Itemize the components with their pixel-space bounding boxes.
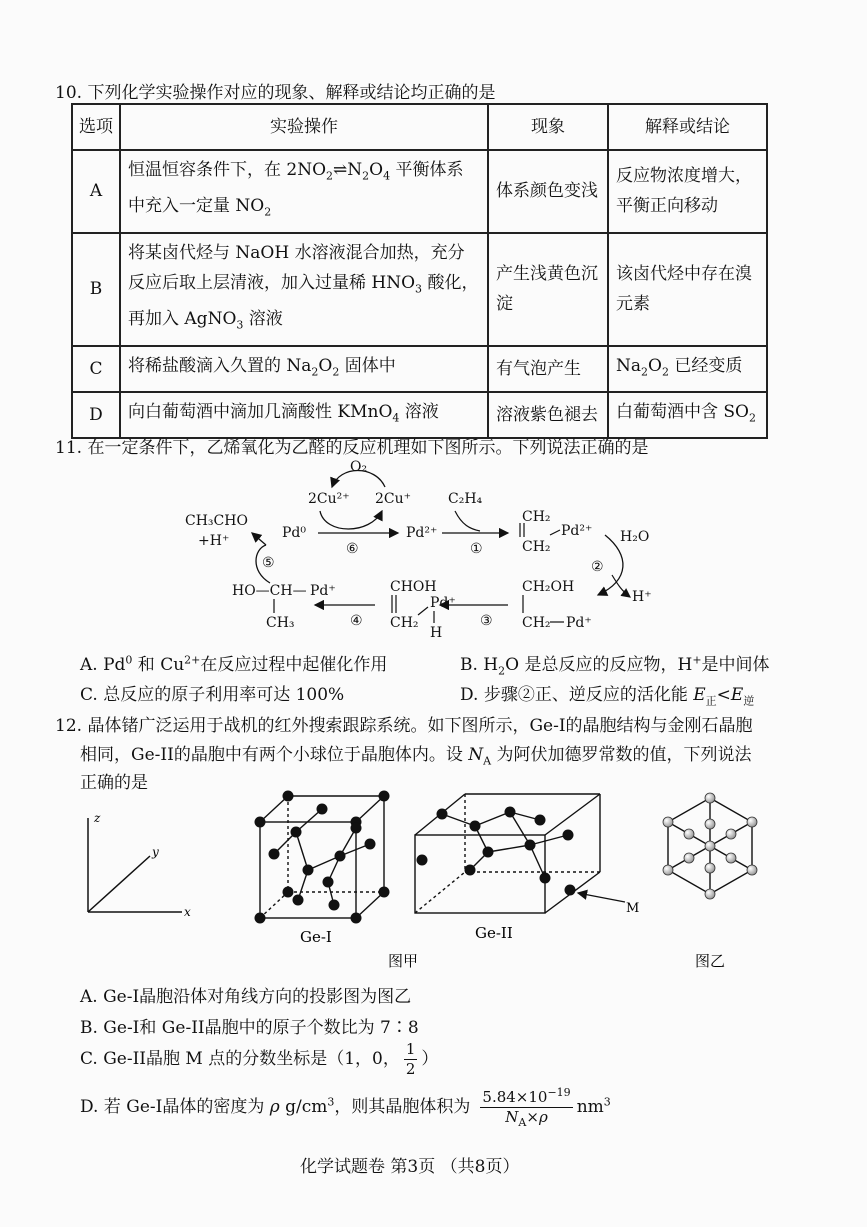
ch3-label: CH₃	[266, 615, 295, 631]
table-row	[72, 346, 767, 392]
figure-yi-label: 图乙	[695, 952, 726, 970]
axis-x-label: x	[184, 905, 191, 919]
header-option: 选项	[72, 104, 120, 150]
q10-stem: 10. 下列化学实验操作对应的现象、解释或结论均正确的是	[55, 83, 496, 103]
q12-option-d[interactable]	[80, 1083, 611, 1132]
row-option: D	[72, 392, 120, 438]
q11-option-b[interactable]: B. $H_2O$ 是总反应的反应物，H+是中间体	[460, 653, 770, 678]
step5-label: ⑤	[262, 555, 275, 571]
q11-stem: 11. 在一定条件下，乙烯氧化为乙醛的反应机理如下图所示。下列说法正确的是	[55, 438, 649, 458]
experiment-table	[71, 103, 768, 439]
q12-option-c[interactable]	[80, 1040, 438, 1079]
row-operation: 向白葡萄酒中滴加几滴酸性 KMnO$_4$ 溶液	[120, 392, 488, 438]
q11-option-d[interactable]: D. 步骤②正、逆反应的活化能 $E_正<E_逆$	[460, 685, 755, 708]
q12-option-c-close: ）	[421, 1049, 439, 1069]
fraction-half	[404, 1040, 418, 1079]
row-option: C	[72, 346, 120, 392]
table-row	[72, 233, 767, 346]
table-row	[72, 150, 767, 233]
row-option: B	[72, 233, 120, 346]
row-operation: 将某卤代烃与 NaOH 水溶液混合加热，充分反应后取上层清液，加入过量稀 $HNO_3$ 酸化，再加入 AgNO$_3$ 溶液	[120, 233, 488, 346]
hplus-label: H⁺	[632, 589, 652, 605]
header-conclusion: 解释或结论	[608, 104, 767, 150]
pdplus-left-label: Pd⁺	[310, 583, 336, 599]
header-phenomenon: 现象	[488, 104, 608, 150]
step6-label: ⑥	[346, 541, 359, 557]
pdplus-right-label: Pd⁺	[566, 615, 592, 631]
table-row	[72, 392, 767, 438]
fraction-denominator: 2	[405, 1060, 416, 1078]
ch3cho-label: CH₃CHO	[185, 513, 248, 529]
ch3cho-hplus-label: +H⁺	[198, 533, 230, 549]
row-conclusion: 反应物浓度增大，平衡正向移动	[608, 150, 767, 233]
q12-stem-line2: 相同，Ge-II的晶胞中有两个小球位于晶胞体内。设 $N_A$ 为阿伏加德罗常数的值，下列说法	[80, 745, 752, 768]
figure-jia-label: 图甲	[388, 952, 419, 970]
ch2oh-label: CH₂OH	[522, 579, 575, 595]
reaction-mechanism-diagram	[170, 455, 670, 640]
volume-denominator: $N_A\times\rho$	[505, 1108, 548, 1129]
table-header-row	[72, 104, 767, 150]
volume-unit: $nm^3$	[576, 1095, 611, 1117]
pd2-label: Pd²⁺	[406, 525, 438, 541]
q12-option-a[interactable]: A. Ge-I晶胞沿体对角线方向的投影图为图乙	[80, 987, 412, 1007]
m-point-label: M	[626, 901, 640, 916]
row-conclusion: $Na_2O_2$ 已经变质	[608, 346, 767, 392]
row-option: A	[72, 150, 120, 233]
ch2-mid-label: CH₂	[390, 615, 419, 631]
pd2-complex-label: Pd²⁺	[561, 523, 593, 539]
ch2-top-label: CH₂	[522, 509, 551, 525]
row-operation: 恒温恒容条件下，在 $2NO_2\rightleftharpoons N_2O_4$ 平衡体系中充入一定量 $NO_2$	[120, 150, 488, 233]
row-operation: 将稀盐酸滴入久置的 $Na_2O_2$ 固体中	[120, 346, 488, 392]
q12-stem-line3: 正确的是	[80, 773, 148, 793]
c2h4-label: C₂H₄	[448, 491, 483, 507]
m-pointer-arrow	[578, 893, 625, 902]
volume-fraction	[480, 1083, 572, 1132]
step5-arrow	[252, 533, 266, 545]
c2h4-arrow	[455, 511, 480, 531]
step3-label: ③	[480, 613, 493, 629]
o2-label: O₂	[350, 459, 368, 475]
step1-label: ①	[470, 541, 483, 557]
h-label: H	[430, 625, 443, 640]
choh-label: CHOH	[390, 579, 437, 595]
ho-ch-label: HO—CH—	[232, 583, 307, 599]
volume-numerator: $5.84\times 10^{-19}$	[480, 1083, 572, 1108]
step2-label: ②	[591, 559, 604, 575]
q11-option-a[interactable]: A. Pd$^0$ 和 $Cu^{2+}$在反应过程中起催化作用	[80, 653, 388, 675]
q12-stem-line1: 12. 晶体锗广泛运用于战机的红外搜索跟踪系统。如下图所示，Ge-I的晶胞结构与金刚石晶胞	[55, 716, 753, 736]
q12-option-c-text: C. Ge-II晶胞 M 点的分数坐标是（1，0，	[80, 1049, 400, 1069]
cu1-label: 2Cu⁺	[375, 491, 412, 507]
step4-label: ④	[350, 613, 363, 629]
q12-option-b[interactable]: B. Ge-I和 Ge-II晶胞中的原子个数比为 7∶8	[80, 1018, 419, 1038]
pd0-label: Pd⁰	[282, 525, 306, 541]
row-conclusion: 该卤代烃中存在溴元素	[608, 233, 767, 346]
header-operation: 实验操作	[120, 104, 488, 150]
q12-option-d-text: D. 若 Ge-I晶体的密度为 ρ $g/cm^3$，则其晶胞体积为	[80, 1095, 471, 1117]
row-phenomenon: 体系颜色变浅	[488, 150, 608, 233]
coordinate-axes	[88, 818, 182, 912]
row-phenomenon: 有气泡产生	[488, 346, 608, 392]
ch2-pd-label: CH₂	[522, 615, 551, 631]
ch2-bottom-label: CH₂	[522, 539, 551, 555]
q11-option-c[interactable]: C. 总反应的原子利用率可达 100%	[80, 685, 345, 705]
pdplus-mid-label: Pd⁺	[430, 595, 456, 611]
h2o-label: H₂O	[620, 529, 650, 545]
ge2-label: Ge-II	[475, 924, 513, 942]
cu2-label: 2Cu²⁺	[308, 491, 350, 507]
row-phenomenon: 产生浅黄色沉淀	[488, 233, 608, 346]
page-footer: 化学试题卷 第3页 （共8页）	[300, 1157, 520, 1177]
axis-z-label: z	[94, 811, 101, 825]
axis-y-label: y	[152, 845, 159, 859]
cu-reduction-arrow	[320, 511, 382, 529]
crystal-cell-figures	[70, 790, 770, 980]
row-conclusion: 白葡萄酒中含 $SO_2$	[608, 392, 767, 438]
fraction-numerator: 1	[405, 1040, 416, 1058]
ge1-label: Ge-I	[300, 928, 332, 946]
row-phenomenon: 溶液紫色褪去	[488, 392, 608, 438]
